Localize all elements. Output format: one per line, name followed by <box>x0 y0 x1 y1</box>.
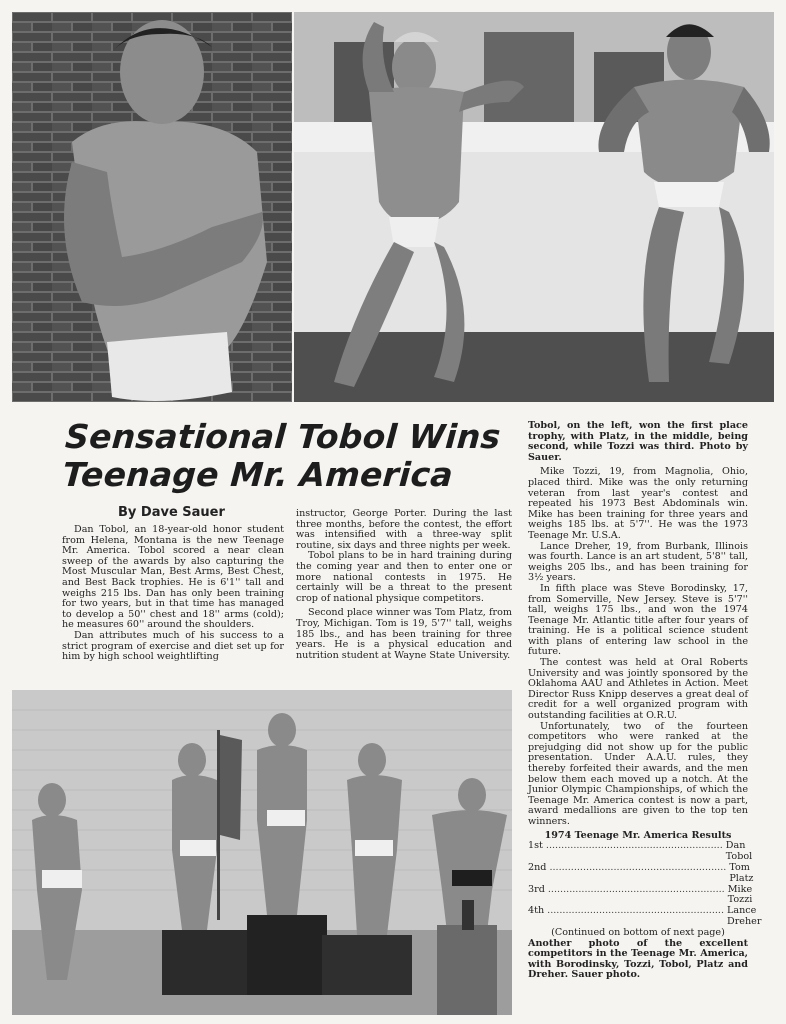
results-place: 1st <box>528 840 543 852</box>
paragraph: Dan Tobol, an 18-year-old honor student from Helena, Montana is the new Teenage Mr. America. Tobol scored a near clean sweep of the awards by also capturing the Most Muscular Man, Best Arms, Best Chest, and Best Back trophies. He is 6'1'' tall and weighs 215 lbs. Dan has only been training for two years, but in that time has managed to develop a 50'' chest and 18'' arms (cold); he measures 60'' around the shoulders. <box>62 524 284 631</box>
results-name: Dan Tobol <box>725 840 753 863</box>
paragraph: The contest was held at Oral Roberts University and was jointly sponsored by the Oklahoma AAU and Athletes in Action. Meet Director Russ Knipp deserves a great deal of credit for a well organized program with outstanding facilities at O.R.U. <box>528 657 748 722</box>
photo-caption-bottom: Another photo of the excellent competitors in the Teenage Mr. America, with Borodinsky, Tozzi, Tobol, Platz and Dreher. Sauer photo. <box>528 937 748 981</box>
paragraph: Lance Dreher, 19, from Burbank, Illinois was fourth. Lance is an art student, 5'8'' tall, weighs 205 lbs., and has been training for 3½ years. <box>528 540 748 584</box>
article-column-3 <box>528 420 762 981</box>
results-row: 1st .......................................................... Dan Tobol <box>528 840 753 863</box>
results-name: Mike Tozzi <box>727 883 753 906</box>
paragraph: Tobol plans to be in hard training during the coming year and then to enter one or more national contests in 1975. He certainly will be a threat to the present crop of national physique competitors. <box>296 550 512 604</box>
continued-note: (Continued on bottom of next page) <box>551 926 725 938</box>
article-column-1 <box>62 525 284 663</box>
results-row: 3rd .......................................................... Mike Tozzi <box>528 883 753 906</box>
results-title: 1974 Teenage Mr. America Results <box>544 829 732 841</box>
headline-line-1: Sensational Tobol Wins <box>64 417 502 456</box>
article-column-2 <box>296 509 512 661</box>
byline: By Dave Sauer <box>118 505 225 520</box>
headline-line-2: Teenage Mr. America <box>61 455 455 494</box>
results-row: 4th .......................................................... Lance Dreher <box>528 905 762 927</box>
paragraph: In fifth place was Steve Borodinsky, 17, from Somerville, New Jersey. Steve is 5'7'' tall, weighs 175 lbs., and won the 1974 Teenage Mr. Atlantic title after four years of training. He is a political science student with plans of entering law school in the future. <box>528 582 748 658</box>
photo-platz-tozzi-outdoor <box>294 12 774 402</box>
paragraph: Dan attributes much of his success to a strict program of exercise and diet set up for him by high school weightlifting <box>62 629 284 663</box>
photo-tobol-brick-wall <box>12 12 292 402</box>
paragraph: Unfortunately, two of the fourteen competitors who were ranked at the prejudging did not show up for the public presentation. Under A.A.U. rules, they thereby forfeited their awards, and the men below them each moved up a notch. At the Junior Olympic Championships, of which the Teenage Mr. America contest is now a part, award medallions are given to the top ten winners. <box>528 720 748 827</box>
results-place: 2nd <box>528 861 547 873</box>
results-place: 4th <box>528 905 545 917</box>
paragraph: instructor, George Porter. During the last three months, before the contest, the effort was intensified with a three-way split routine, six days and three nights per week. <box>296 508 512 551</box>
results-row: 2nd .......................................................... Tom Platz <box>528 861 754 884</box>
paragraph: Mike Tozzi, 19, from Magnolia, Ohio, placed third. Mike was the only returning veteran from last year's contest and repeated his 1973 Best Abdominals win. Mike has been training for three years and weighs 185 lbs. at 5'7''. He was the 1973 Teenage Mr. U.S.A. <box>528 466 748 541</box>
headline <box>61 418 506 494</box>
results-name: Lance Dreher <box>727 905 762 927</box>
results-place: 3rd <box>528 883 545 895</box>
photo-competitor-lineup <box>12 690 512 1015</box>
paragraph: Second place winner was Tom Platz, from Troy, Michigan. Tom is 19, 5'7'' tall, weighs 185 lbs., and has been training for three years. He is a physical education and nutrition student at Wayne State University. <box>296 607 512 661</box>
photo-caption-top: Tobol, on the left, won the first place trophy, with Platz, in the middle, being second, while Tozzi was third. Photo by Sauer. <box>528 420 748 463</box>
results-name: Tom Platz <box>729 861 754 884</box>
results-table <box>528 829 762 939</box>
